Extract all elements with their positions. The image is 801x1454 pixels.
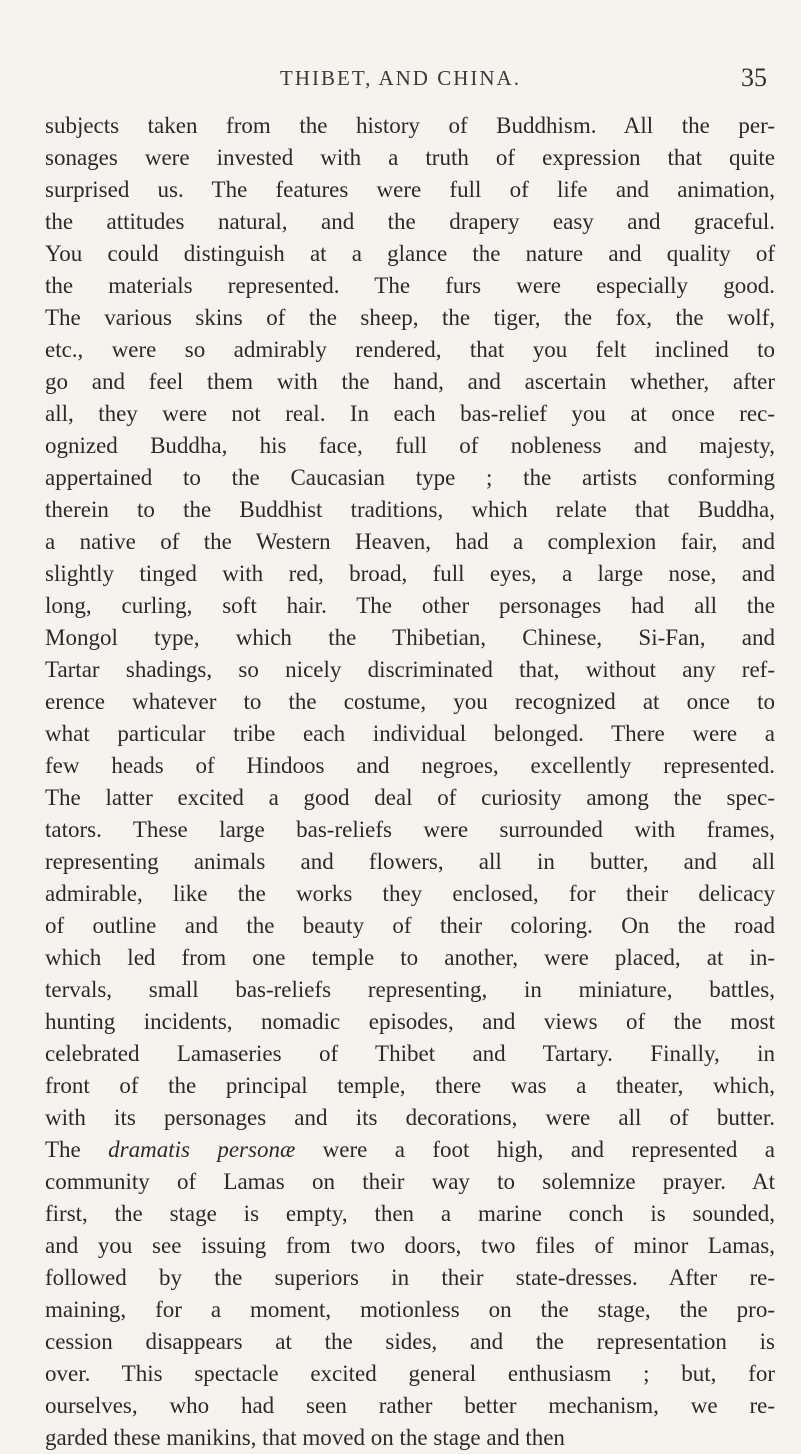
text-line: therein to the Buddhist traditions, which relate that Buddha, [45, 497, 775, 522]
text-line: Tartar shadings, so nicely discriminated that, without any ref- [45, 657, 775, 682]
text-line: representing animals and flowers, all in butter, and all [45, 849, 775, 874]
text-line: long, curling, soft hair. The other personages had all the [45, 593, 775, 618]
text-line: The latter excited a good deal of curiosity among the spec- [45, 785, 775, 810]
text-line: hunting incidents, nomadic episodes, and views of the most [45, 1009, 775, 1034]
text-line: go and feel them with the hand, and ascertain whether, after [45, 369, 775, 394]
text-line: admirable, like the works they enclosed, for their delicacy [45, 881, 775, 906]
text-line: the materials represented. The furs were especially good. [45, 273, 775, 298]
text-line: tators. These large bas-reliefs were surrounded with frames, [45, 817, 775, 842]
text-line: Mongol type, which the Thibetian, Chinese, Si-Fan, and [45, 625, 775, 650]
text-line: ognized Buddha, his face, full of nobleness and majesty, [45, 433, 775, 458]
text-line: what particular tribe each individual belonged. There were a [45, 721, 775, 746]
text-line: with its personages and its decorations, were all of butter. [45, 1105, 775, 1130]
italic-phrase: dramatis personæ [108, 1137, 296, 1162]
text-line: garded these manikins, that moved on the stage and then [45, 1425, 565, 1450]
text-line: erence whatever to the costume, you recognized at once to [45, 689, 775, 714]
page-number: 35 [741, 63, 767, 92]
text-line: surprised us. The features were full of life and animation, [45, 177, 775, 202]
text-line: of outline and the beauty of their coloring. On the road [45, 913, 775, 938]
text-line: community of Lamas on their way to solemnize prayer. At [45, 1169, 775, 1194]
text-line: a native of the Western Heaven, had a complexion fair, and [45, 529, 775, 554]
text-line: ourselves, who had seen rather better mechanism, we re- [45, 1393, 775, 1418]
text-line: slightly tinged with red, broad, full eyes, a large nose, and [45, 561, 775, 586]
text-line: You could distinguish at a glance the nature and quality of [45, 241, 775, 266]
text-line: sonages were invested with a truth of expression that quite [45, 145, 775, 170]
text-line: maining, for a moment, motionless on the stage, the pro- [45, 1297, 775, 1322]
text-line: appertained to the Caucasian type ; the artists conforming [45, 465, 775, 490]
text-line-with-italic [45, 1134, 775, 1166]
text-line: The various skins of the sheep, the tiger, the fox, the wolf, [45, 305, 775, 330]
body-text [45, 110, 775, 1454]
running-title: THIBET, AND CHINA. [280, 66, 521, 90]
running-header [0, 63, 801, 96]
text-line: subjects taken from the history of Buddhism. All the per- [45, 113, 775, 138]
text-line: front of the principal temple, there was a theater, which, [45, 1073, 775, 1098]
text-line: which led from one temple to another, were placed, at in- [45, 945, 775, 970]
text-line: followed by the superiors in their state-dresses. After re- [45, 1265, 775, 1290]
text-line: tervals, small bas-reliefs representing, in miniature, battles, [45, 977, 775, 1002]
text-line: etc., were so admirably rendered, that you felt inclined to [45, 337, 775, 362]
text-line: cession disappears at the sides, and the representation is [45, 1329, 775, 1354]
text-line: and you see issuing from two doors, two files of minor Lamas, [45, 1233, 775, 1258]
text-fragment: were a foot high, and represented a [295, 1137, 776, 1162]
text-line: first, the stage is empty, then a marine conch is sounded, [45, 1201, 775, 1226]
text-fragment: The [45, 1137, 109, 1162]
text-line: the attitudes natural, and the drapery easy and graceful. [45, 209, 775, 234]
text-line: all, they were not real. In each bas-relief you at once rec- [45, 401, 775, 426]
text-line: few heads of Hindoos and negroes, excellently represented. [45, 753, 775, 778]
text-line: over. This spectacle excited general enthusiasm ; but, for [45, 1361, 775, 1386]
text-line: celebrated Lamaseries of Thibet and Tartary. Finally, in [45, 1041, 775, 1066]
